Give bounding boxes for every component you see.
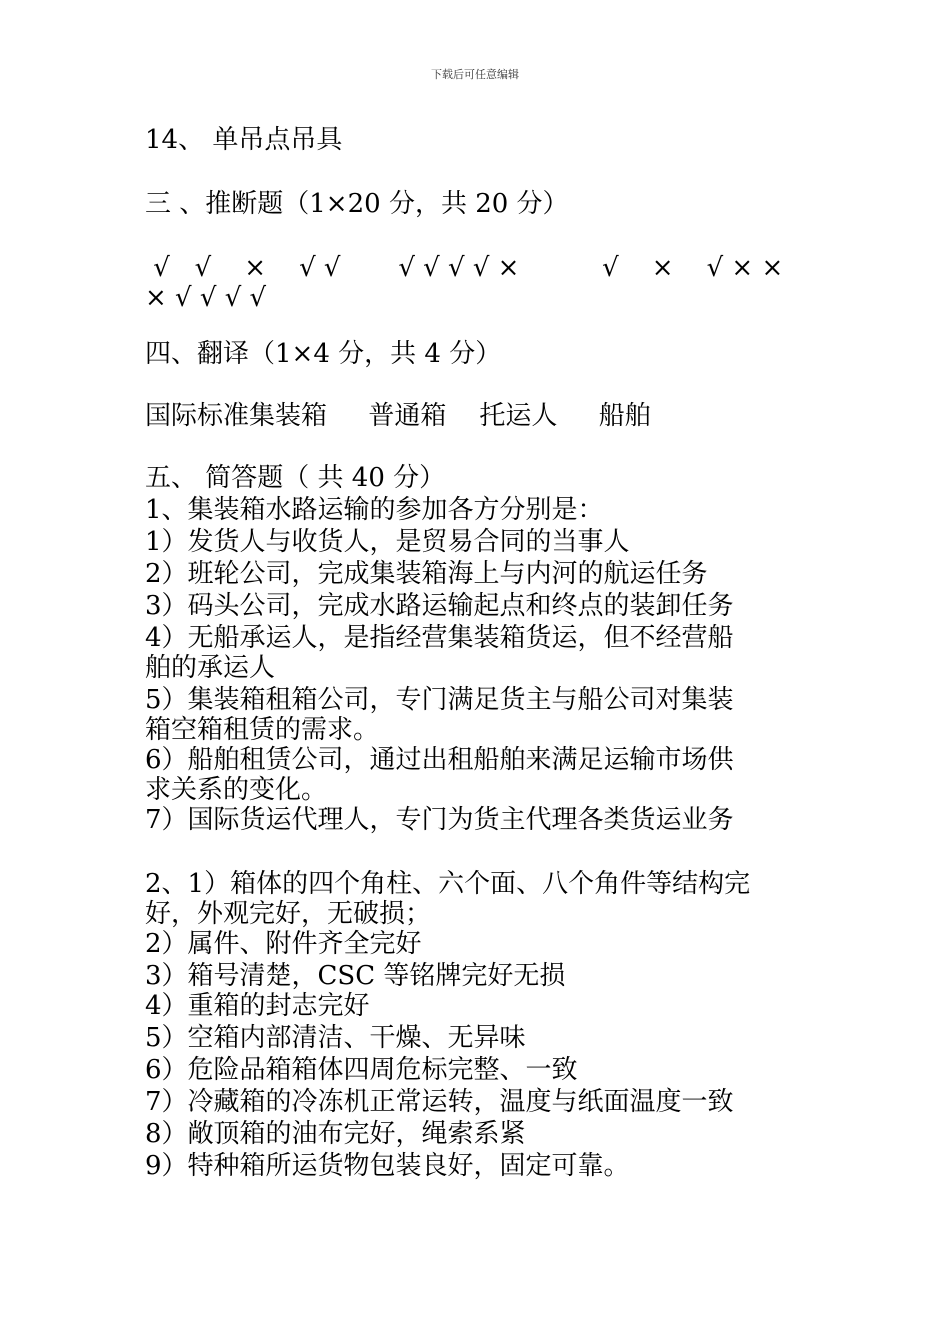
question-2-item-1-cont: 好，外观完好，无破损； xyxy=(145,899,432,929)
question-2-item-5: 5）空箱内部清洁、干燥、无异味 xyxy=(145,1023,526,1053)
question-1-item-4: 4）无船承运人，是指经营集装箱货运，但不经营船 xyxy=(145,623,734,653)
question-2-item-6: 6）危险品箱箱体四周危标完整、一致 xyxy=(145,1055,578,1085)
question-1-item-6: 6）船舶租赁公司，通过出租船舶来满足运输市场供 xyxy=(145,745,734,775)
question-1-item-7: 7）国际货运代理人，专门为货主代理各类货运业务 xyxy=(145,805,734,835)
question-1-heading: 1、集装箱水路运输的参加各方分别是： xyxy=(145,495,604,525)
question-2-item-3: 3）箱号清楚，CSC 等铭牌完好无损 xyxy=(145,961,566,991)
section-heading-short-answer: 五、 简答题（ 共 40 分） xyxy=(145,463,446,493)
question-2-item-7: 7）冷藏箱的冷冻机正常运转，温度与纸面温度一致 xyxy=(145,1087,734,1117)
question-1-item-2: 2）班轮公司，完成集装箱海上与内河的航运任务 xyxy=(145,559,708,589)
question-2-item-9: 9）特种箱所运货物包装良好，固定可靠。 xyxy=(145,1151,630,1181)
question-2-item-8: 8）敞顶箱的油布完好，绳索系紧 xyxy=(145,1119,526,1149)
section-item-14: 14、 单吊点吊具 xyxy=(145,125,343,155)
question-1-item-5-cont: 箱空箱租赁的需求。 xyxy=(145,715,380,745)
question-1-item-6-cont: 求关系的变化。 xyxy=(145,775,328,805)
page-header: 下载后可任意编辑 xyxy=(431,68,519,81)
section-heading-judgement: 三 、推断题（1×20 分，共 20 分） xyxy=(145,189,569,219)
answer-marks-row-2: × √ √ √ √ xyxy=(145,283,267,313)
question-2-item-4: 4）重箱的封志完好 xyxy=(145,991,370,1021)
answer-marks-row-1: √ √ × √ √ √ √ √ √ × √ × √ × × xyxy=(145,253,784,283)
question-1-item-5: 5）集装箱租箱公司，专门满足货主与船公司对集装 xyxy=(145,685,734,715)
question-2-item-2: 2）属件、附件齐全完好 xyxy=(145,929,422,959)
question-2-item-1: 2、1）箱体的四个角柱、六个面、八个角件等结构完 xyxy=(145,869,751,899)
question-1-item-1: 1）发货人与收货人，是贸易合同的当事人 xyxy=(145,527,630,557)
translation-answers: 国际标准集装箱 普通箱 托运人 船舶 xyxy=(145,401,651,431)
question-1-item-4-cont: 舶的承运人 xyxy=(145,653,276,683)
question-1-item-3: 3）码头公司，完成水路运输起点和终点的装卸任务 xyxy=(145,591,734,621)
section-heading-translation: 四、翻译（1×4 分，共 4 分） xyxy=(145,339,502,369)
